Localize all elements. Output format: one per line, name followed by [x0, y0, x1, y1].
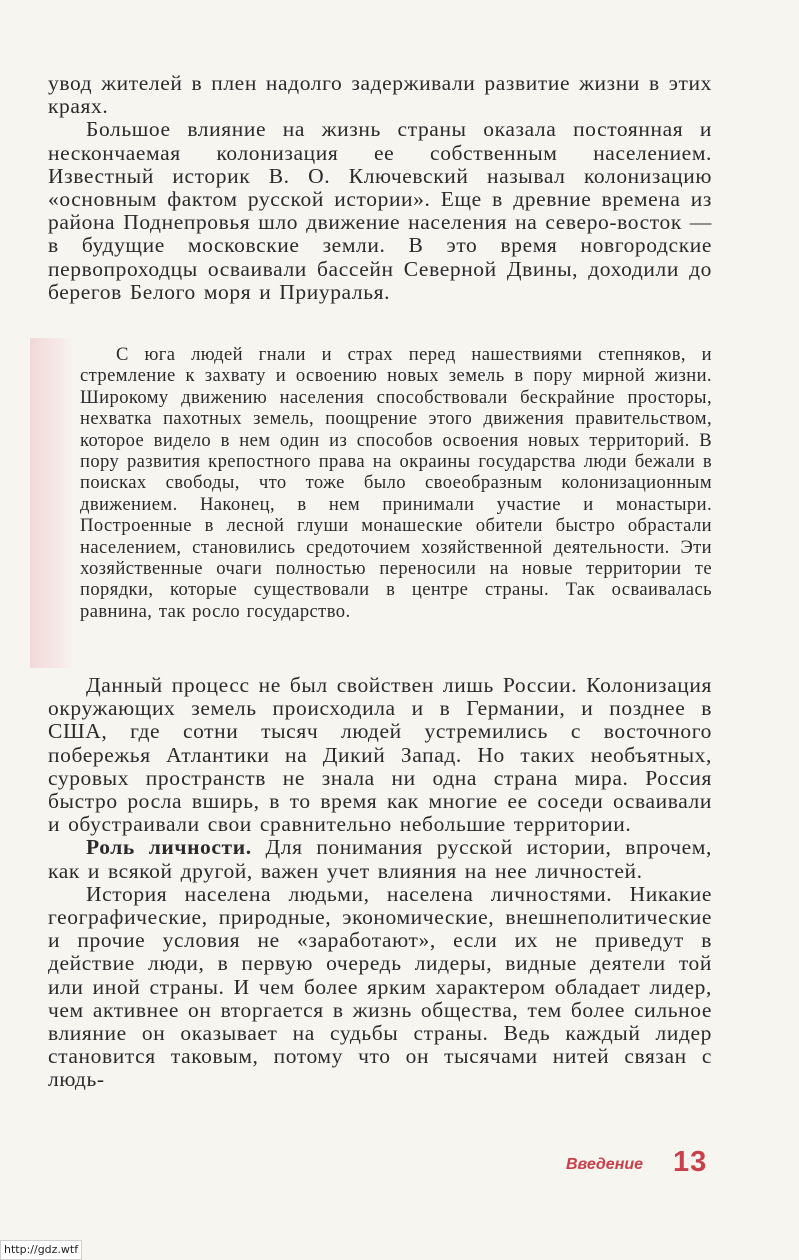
sidebar-text [80, 344, 712, 622]
page-number: 13 [673, 1146, 708, 1178]
sidebar-text-body: С юга людей гнали и страх перед нашествиями степняков, и стремление к захвату и освоению новых земель в пору мирной жизни. Широкому движению населения способствовали бескрайние просторы, нехватка пахотных земель, поощрение этого движения правительством, которое видело в нем один из способов освоения новых территорий. В пору развития крепостного права на окраины государства люди бежали в поисках свободы, что тоже было своеобразным колонизационным движением. Наконец, в нем принимали участие и монастыри. Построенные в лесной глуши монашеские обители быстро обрастали населением, становились средоточием хозяйственной деятельности. Эти хозяйственные очаги полностью переносили на новые территории те порядки, которые существовали в центре страны. Так осваивалась равнина, так росло государство. [80, 344, 712, 622]
top-text-block [48, 72, 712, 304]
lower-text-block [48, 674, 712, 1092]
footer-section-title: Введение [566, 1156, 644, 1173]
paragraph-history-people: История населена людьми, населена личностями. Никакие географические, природные, экономические, внешнеполитические и прочие условия не «заработают», если их не приведут в действие люди, в первую очередь лидеры, видные деятели той или иной страны. И чем более ярким характером обладает лидер, чем активнее он вторгается в жизнь общества, тем более сильное влияние он оказывает на судьбы страны. Ведь каждый лидер становится таковым, потому что он тысячами нитей связан с людь- [48, 881, 712, 1092]
paragraph-colonization: Большое влияние на жизнь страны оказала постоянная и нескончаемая колонизация ее собственным населением. Известный историк В. О. Ключевский называл колонизацию «основным фактом русской истории». Еще в древние времена из района Поднепровья шло движение населения на северо-восток — в будущие московские земли. В это время новгородские первопроходцы осваивали бассейн Северной Двины, доходили до берегов Белого моря и Приуралья. [48, 117, 712, 304]
paragraph-continuation: увод жителей в плен надолго задерживали развитие жизни в этих краях. [48, 71, 712, 119]
paragraph-comparison: Данный процесс не был свойствен лишь России. Колонизация окружающих земель происходила и в Германии, и позднее в США, где сотни тысяч людей устремились с восточного побережья Атлантики на Дикий Запад. Но таких необъятных, суровых пространств не знала ни одна страна мира. Россия быстро росла вширь, в то время как многие ее соседи осваивали и обустраивали свои сравнительно небольшие территории. [48, 673, 712, 837]
paragraph-role-of-personality [48, 836, 712, 882]
role-text: Для понимания русской истории, впрочем, как и всякой другой, важен учет влияния на нее личностей. [48, 835, 712, 883]
role-heading: Роль личности. [86, 835, 252, 860]
watermark-link[interactable]: http://gdz.wtf [0, 1240, 82, 1260]
